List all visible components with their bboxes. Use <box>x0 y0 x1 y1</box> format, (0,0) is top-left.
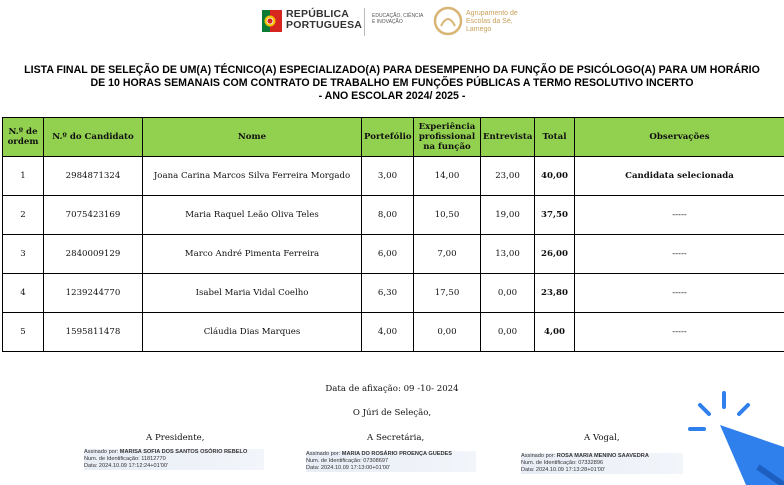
cell-observacoes: ----- <box>575 196 784 235</box>
cell-nome: Maria Raquel Leão Oliva Teles <box>143 196 362 235</box>
president-role: A Presidente, <box>146 433 205 443</box>
jury-label: O Júri de Seleção, <box>352 408 432 418</box>
cell-portfolio: 8,00 <box>362 196 414 235</box>
cell-entrevista: 19,00 <box>481 196 535 235</box>
cell-candidato: 1595811478 <box>44 313 143 352</box>
school-group-name: Agrupamento de Escolas da Sé, Lamego <box>466 10 518 33</box>
table-row <box>3 196 784 235</box>
cell-total: 26,00 <box>535 235 575 274</box>
page-header <box>0 6 784 40</box>
cell-ordem: 3 <box>3 235 44 274</box>
cell-entrevista: 13,00 <box>481 235 535 274</box>
cell-ordem: 1 <box>3 157 44 196</box>
government-name: REPÚBLICA PORTUGUESA <box>286 8 363 31</box>
cell-experiencia: 17,50 <box>414 274 481 313</box>
header-nome: Nome <box>143 118 362 157</box>
cell-observacoes: ----- <box>575 274 784 313</box>
cell-entrevista: 0,00 <box>481 274 535 313</box>
cell-portfolio: 6,00 <box>362 235 414 274</box>
vogal-role: A Vogal, <box>584 433 620 443</box>
posting-date: Data de afixação: 09 -10- 2024 <box>325 384 459 394</box>
ministry-name: EDUCAÇÃO, CIÊNCIA E INOVAÇÃO <box>372 13 424 25</box>
cell-candidato: 1239244770 <box>44 274 143 313</box>
school-group-logo-icon <box>433 6 463 36</box>
table-row <box>3 235 784 274</box>
header-portfolio: Portefólio <box>362 118 414 157</box>
cell-ordem: 4 <box>3 274 44 313</box>
cell-entrevista: 0,00 <box>481 313 535 352</box>
cell-candidato: 2840009129 <box>44 235 143 274</box>
cell-total: 4,00 <box>535 313 575 352</box>
cell-nome: Joana Carina Marcos Silva Ferreira Morgado <box>143 157 362 196</box>
title-line-2: DE 10 HORAS SEMANAIS COM CONTRATO DE TRABALHO EM FUNÇÕES PÚBLICAS A TERMO RESOLUTIVO INCERTO <box>90 77 694 89</box>
cell-candidato: 2984871324 <box>44 157 143 196</box>
cell-experiencia: 14,00 <box>414 157 481 196</box>
header-ordem: N.º de ordem <box>3 118 44 157</box>
cell-total: 37,50 <box>535 196 575 235</box>
cell-nome: Cláudia Dias Marques <box>143 313 362 352</box>
click-cursor-icon <box>680 385 784 485</box>
cell-observacoes: Candidata selecionada <box>575 157 784 196</box>
title-line-1: LISTA FINAL DE SELEÇÃO DE UM(A) TÉCNICO(A) ESPECIALIZADO(A) PARA DESEMPENHO DA FUNÇÃO DE PSICÓLOGO(A) PARA UM HORÁRIO <box>24 64 760 76</box>
cell-observacoes: ----- <box>575 313 784 352</box>
cell-experiencia: 0,00 <box>414 313 481 352</box>
cell-experiencia: 10,50 <box>414 196 481 235</box>
president-signature-stamp: Assinado por: MARISA SOFIA DOS SANTOS OSÓRIO REBELO Num. de Identificação: 11812770 Data: 2024.10.09 17:12:24+01'00' <box>84 449 264 470</box>
table-row <box>3 274 784 313</box>
cell-observacoes: ----- <box>575 235 784 274</box>
cell-portfolio: 4,00 <box>362 313 414 352</box>
results-table <box>2 117 784 352</box>
cell-total: 23,80 <box>535 274 575 313</box>
cell-portfolio: 3,00 <box>362 157 414 196</box>
vogal-signature-stamp: Assinado por: ROSA MARIA MENINO SAAVEDRA Num. de Identificação: 07332896 Data: 2024.10.09 17:13:28+01'00' <box>521 453 683 474</box>
cell-nome: Isabel Maria Vidal Coelho <box>143 274 362 313</box>
header-experiencia: Experiência profissional na função <box>414 118 481 157</box>
cell-total: 40,00 <box>535 157 575 196</box>
portuguese-republic-emblem-icon <box>262 8 282 34</box>
secretary-signature-stamp: Assinado por: MARIA DO ROSÁRIO PROENÇA GUEDES Num. de Identificação: 07308697 Data: 2024.10.09 17:13:00+01'00' <box>306 451 476 472</box>
title-line-3: - ANO ESCOLAR 2024/ 2025 - <box>318 90 466 102</box>
secretary-role: A Secretária, <box>367 433 425 443</box>
cell-portfolio: 6,30 <box>362 274 414 313</box>
header-candidato: N.º do Candidato <box>44 118 143 157</box>
header-entrevista: Entrevista <box>481 118 535 157</box>
table-row <box>3 313 784 352</box>
cell-nome: Marco André Pimenta Ferreira <box>143 235 362 274</box>
table-row <box>3 157 784 196</box>
header-observacoes: Observações <box>575 118 784 157</box>
cell-candidato: 7075423169 <box>44 196 143 235</box>
table-header-row <box>3 118 784 157</box>
header-total: Total <box>535 118 575 157</box>
header-divider <box>364 8 365 36</box>
cell-entrevista: 23,00 <box>481 157 535 196</box>
cell-ordem: 5 <box>3 313 44 352</box>
document-title <box>0 64 784 103</box>
cell-experiencia: 7,00 <box>414 235 481 274</box>
cell-ordem: 2 <box>3 196 44 235</box>
